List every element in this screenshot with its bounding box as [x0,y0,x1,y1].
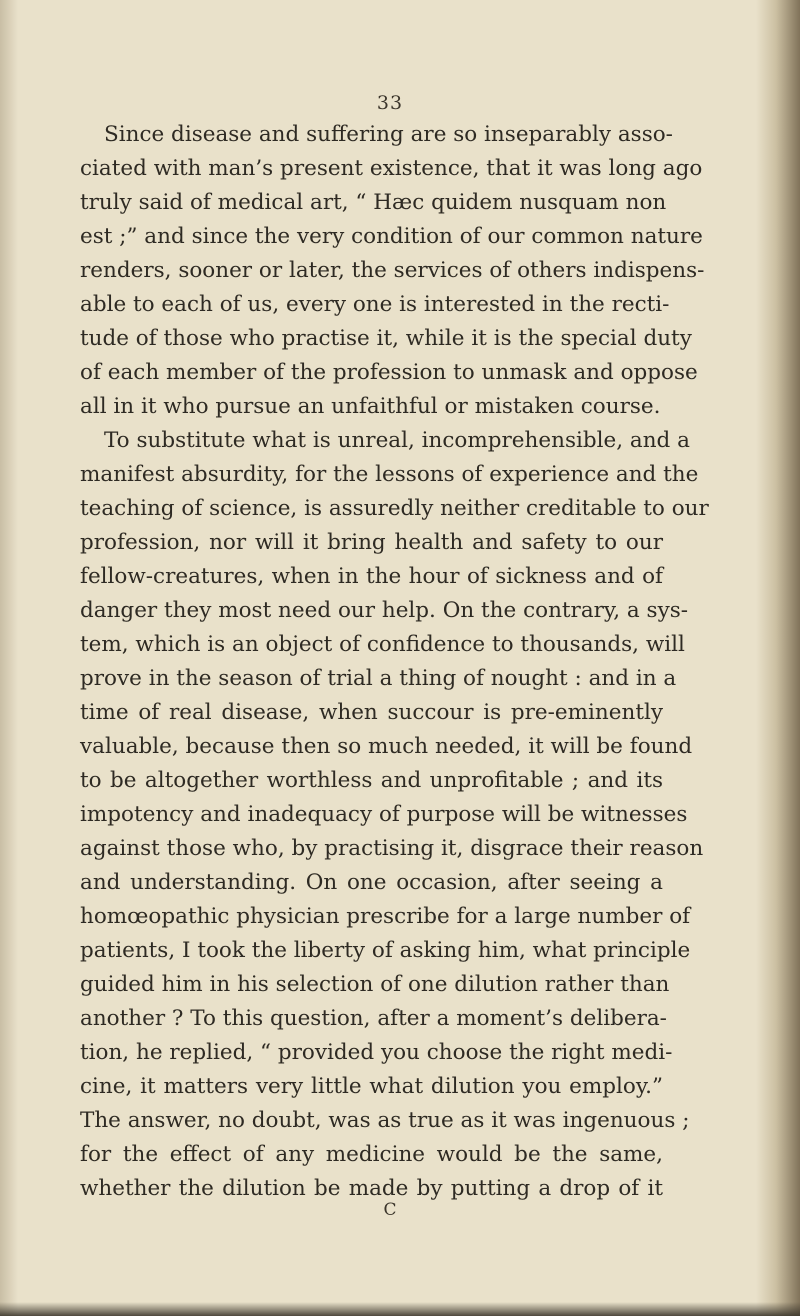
text-line: teaching of science, is assuredly neither creditable to our [80,496,709,521]
page-bottom-edge [0,1302,800,1316]
binding-shadow [756,0,800,1316]
body-text [80,118,709,1206]
text-line: renders, sooner or later, the services of others indispens- [80,258,705,283]
text-line: to be altogether worthless and unprofitable ; and its [80,768,663,793]
text-line: patients, I took the liberty of asking him, what principle [80,938,691,963]
text-line: and understanding. On one occasion, after seeing a [80,870,663,895]
text-line: able to each of us, every one is interested in the recti- [80,292,670,317]
text-line: truly said of medical art, “ Hæc quidem nusquam non [80,190,667,215]
text-line: valuable, because then so much needed, it will be found [80,734,693,759]
text-line: all in it who pursue an unfaithful or mistaken course. [80,394,661,419]
text-line: fellow-creatures, when in the hour of sickness and of [80,564,663,589]
page-left-edge [0,0,18,1316]
text-line: prove in the season of trial a thing of nought : and in a [80,666,677,691]
text-line: guided him in his selection of one dilution rather than [80,972,670,997]
text-line: The answer, no doubt, was as true as it was ingenuous ; [80,1108,690,1133]
text-line: profession, nor will it bring health and safety to our [80,530,663,555]
text-line: against those who, by practising it, disgrace their reason [80,836,704,861]
text-line: another ? To this question, after a moment’s delibera- [80,1006,667,1031]
text-line: of each member of the profession to unmask and oppose [80,360,698,385]
signature-mark: C [383,1200,397,1220]
text-line: for the effect of any medicine would be the same, [80,1142,663,1167]
text-line: whether the dilution be made by putting a drop of it [80,1176,663,1201]
text-line: manifest absurdity, for the lessons of experience and the [80,462,699,487]
text-line: homœopathic physician prescribe for a large number of [80,904,691,929]
text-line: tion, he replied, “ provided you choose the right medi- [80,1040,673,1065]
text-line: Since disease and suffering are so inseparably asso- [104,122,673,147]
text-line: impotency and inadequacy of purpose will be witnesses [80,802,688,827]
page-number: 33 [376,92,404,114]
text-line: ciated with man’s present existence, that it was long ago [80,156,703,181]
text-line: est ;” and since the very condition of our common nature [80,224,703,249]
text-line: danger they most need our help. On the contrary, a sys- [80,598,689,623]
text-line: tude of those who practise it, while it is the special duty [80,326,692,351]
text-line: tem, which is an object of confidence to thousands, will [80,632,685,657]
text-line: cine, it matters very little what dilution you employ.” [80,1074,663,1099]
text-line: time of real disease, when succour is pre-eminently [80,700,663,725]
text-line: To substitute what is unreal, incomprehensible, and a [104,428,690,453]
